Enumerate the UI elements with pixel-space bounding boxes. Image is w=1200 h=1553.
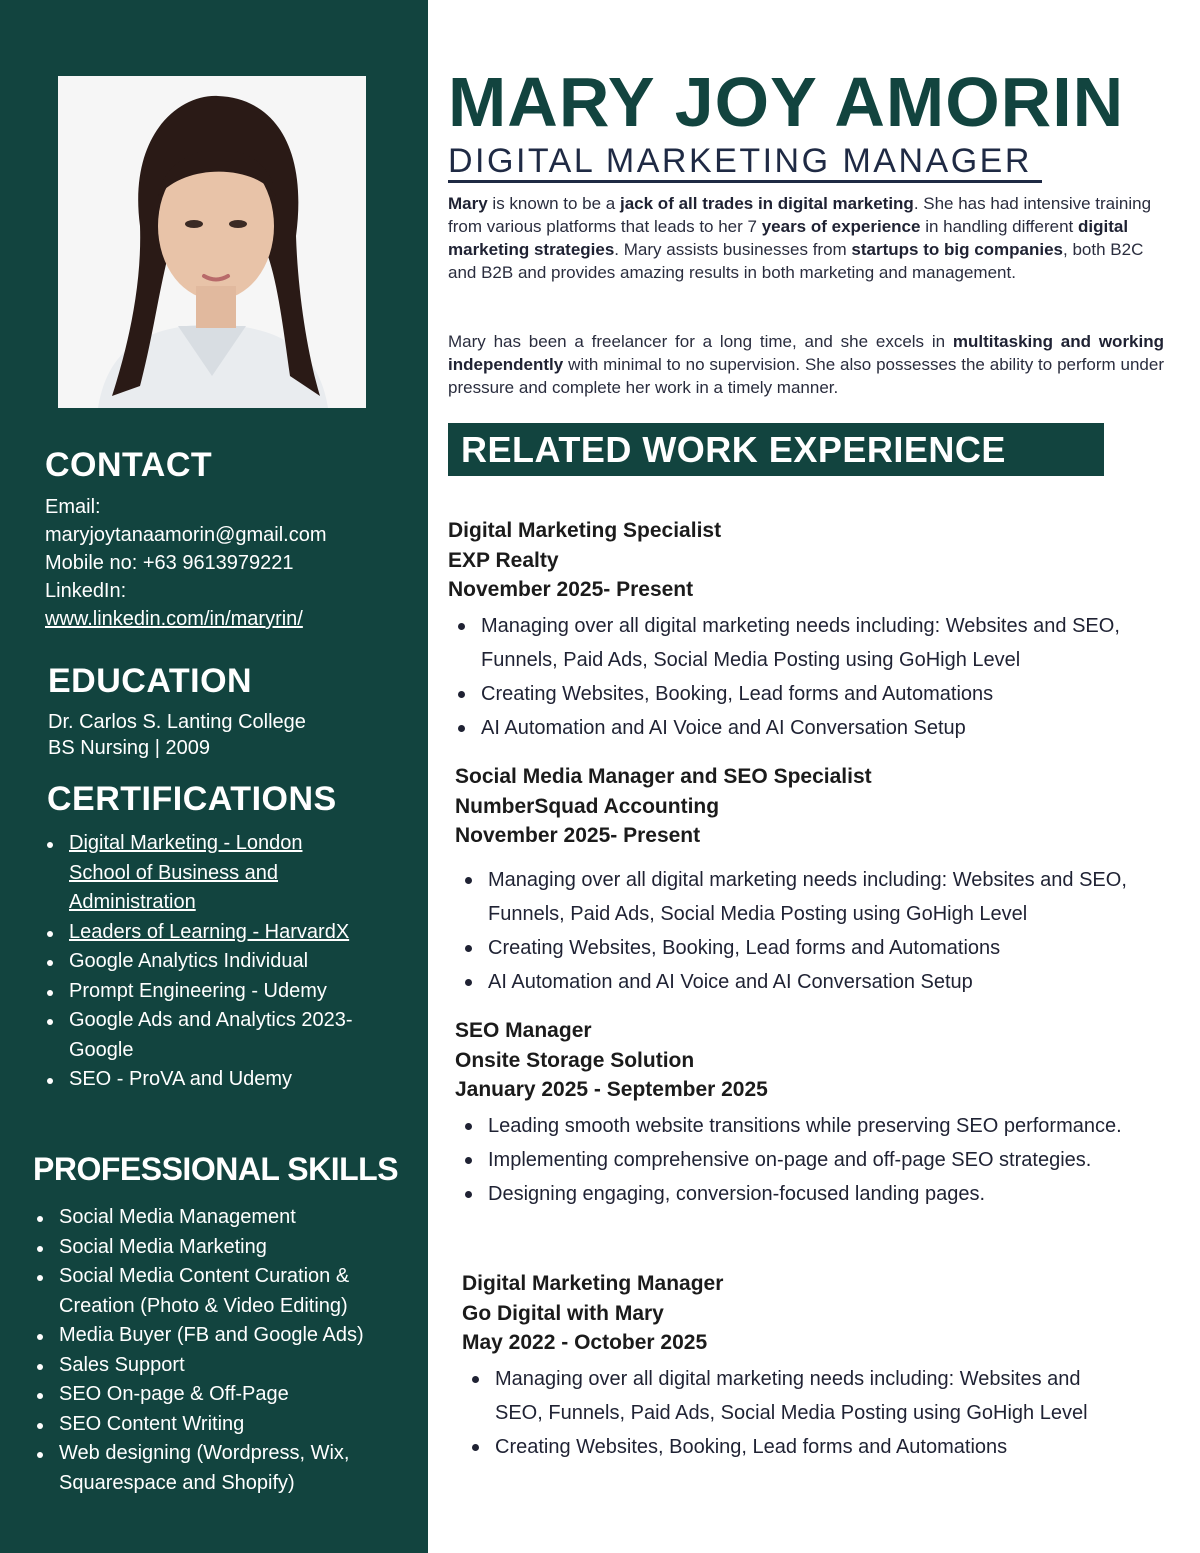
- job-dates: November 2025- Present: [455, 824, 701, 847]
- job-bullets: [455, 863, 1175, 999]
- summary-text-run: Mary: [448, 194, 488, 213]
- job-dates: November 2025- Present: [448, 578, 694, 601]
- job-bullet: Creating Websites, Booking, Lead forms and Automations: [448, 677, 1168, 711]
- certifications-list: [45, 829, 365, 1095]
- certification-label: SEO - ProVA and Udemy: [69, 1068, 293, 1090]
- job-bullet: Creating Websites, Booking, Lead forms and Automations: [455, 931, 1175, 965]
- education-heading: EDUCATION: [48, 662, 253, 700]
- education-block: [48, 709, 306, 761]
- summary-text-run: in handling different: [920, 217, 1078, 236]
- summary-text-run: jack of all trades in digital marketing: [620, 194, 914, 213]
- certification-item[interactable]: [45, 829, 365, 918]
- skill-item: Sales Support: [35, 1351, 400, 1381]
- job-company: NumberSquad Accounting: [455, 794, 720, 818]
- skill-item: Media Buyer (FB and Google Ads): [35, 1321, 400, 1351]
- certification-item: [45, 1065, 365, 1095]
- summary-text-run: multitasking and working independently: [448, 332, 1165, 374]
- job-role: Social Media Manager and SEO Specialist: [455, 765, 872, 788]
- job-bullet: Creating Websites, Booking, Lead forms and Automations: [462, 1430, 1112, 1464]
- linkedin-label: LinkedIn:: [45, 580, 127, 602]
- summary-text-run: years of experience: [761, 217, 921, 236]
- summary-text-run: , both B2C and B2B and provides amazing results in both marketing and management.: [448, 240, 1144, 282]
- skill-item: Web designing (Wordpress, Wix, Squarespace and Shopify): [35, 1439, 400, 1498]
- skill-item: SEO On-page & Off-Page: [35, 1380, 400, 1410]
- job-role: Digital Marketing Specialist: [448, 519, 722, 542]
- job-company: EXP Realty: [448, 548, 559, 572]
- job-company: Go Digital with Mary: [462, 1301, 664, 1325]
- profile-photo: [58, 76, 366, 408]
- certification-item[interactable]: [45, 918, 365, 948]
- job-bullet: Managing over all digital marketing needs including: Websites and SEO, Funnels, Paid Ads, Social Media Posting using GoHigh Level: [455, 863, 1175, 931]
- job-bullet: Leading smooth website transitions while preserving SEO performance.: [455, 1109, 1175, 1143]
- job-entry: [455, 1016, 1175, 1211]
- certification-label: Google Ads and Analytics 2023- Google: [69, 1009, 353, 1061]
- job-bullet: AI Automation and AI Voice and AI Conversation Setup: [448, 711, 1168, 745]
- job-entry: [455, 762, 1175, 999]
- mobile-number: Mobile no: +63 9613979221: [45, 552, 294, 574]
- email-label: Email:: [45, 496, 101, 518]
- summary-text-run: . Mary assists businesses from: [614, 240, 852, 259]
- skill-item: Social Media Content Curation & Creation (Photo & Video Editing): [35, 1262, 400, 1321]
- job-bullet: Designing engaging, conversion-focused landing pages.: [455, 1177, 1175, 1211]
- certification-item: [45, 977, 365, 1007]
- summary-text-run: is known to be a: [487, 194, 620, 213]
- certification-link[interactable]: Digital Marketing - London School of Business and Administration: [69, 832, 303, 913]
- email-address[interactable]: maryjoytanaamorin@gmail.com: [45, 524, 327, 546]
- summary-paragraph-2: [448, 330, 1164, 399]
- certification-link[interactable]: Leaders of Learning - HarvardX: [69, 920, 350, 943]
- linkedin-link[interactable]: www.linkedin.com/in/maryrin/: [45, 608, 303, 630]
- job-bullets: [455, 1109, 1175, 1211]
- job-bullet: Managing over all digital marketing needs including: Websites and SEO, Funnels, Paid Ads, Social Media Posting using GoHigh Level: [448, 609, 1168, 677]
- skills-heading: PROFESSIONAL SKILLS: [33, 1151, 399, 1187]
- summary-text-run: digital marketing strategies: [448, 217, 1129, 259]
- job-bullets: [462, 1362, 1112, 1464]
- job-entry: [448, 516, 1168, 745]
- job-bullet: Implementing comprehensive on-page and off-page SEO strategies.: [455, 1143, 1175, 1177]
- contact-heading: CONTACT: [45, 446, 213, 484]
- summary-text-run: Mary has been a freelancer for a long time, and she excels in: [448, 332, 953, 351]
- certification-label: Prompt Engineering - Udemy: [69, 979, 327, 1002]
- education-school: Dr. Carlos S. Lanting College: [48, 711, 306, 733]
- job-company: Onsite Storage Solution: [455, 1048, 695, 1072]
- certification-item: [45, 1006, 365, 1065]
- summary-text-run: . She has had intensive training from various platforms that leads to her 7: [448, 194, 1152, 236]
- job-dates: January 2025 - September 2025: [455, 1078, 768, 1101]
- skill-item: Social Media Marketing: [35, 1233, 400, 1263]
- summary-text-run: with minimal to no supervision. She also possesses the ability to perform under pressure and complete her work in a timely manner.: [448, 355, 1164, 397]
- job-role: SEO Manager: [455, 1019, 592, 1042]
- skill-item: Social Media Management: [35, 1203, 400, 1233]
- certifications-heading: CERTIFICATIONS: [47, 780, 337, 818]
- portrait-image: [58, 76, 366, 408]
- job-role: Digital Marketing Manager: [462, 1272, 724, 1295]
- summary-paragraph-1: [448, 192, 1164, 284]
- experience-heading: RELATED WORK EXPERIENCE: [448, 423, 1104, 476]
- job-title: DIGITAL MARKETING MANAGER: [448, 142, 1042, 183]
- job-bullets: [448, 609, 1168, 745]
- job-bullet: AI Automation and AI Voice and AI Conversation Setup: [455, 965, 1175, 999]
- sidebar: [0, 0, 428, 1553]
- certification-label: Google Analytics Individual: [69, 950, 309, 972]
- candidate-name: MARY JOY AMORIN: [448, 63, 1125, 141]
- skills-list: [35, 1203, 400, 1498]
- job-dates: May 2022 - October 2025: [462, 1331, 708, 1354]
- job-bullet: Managing over all digital marketing needs including: Websites and SEO, Funnels, Paid Ads, Social Media Posting using GoHigh Level: [462, 1362, 1112, 1430]
- education-degree: BS Nursing | 2009: [48, 737, 210, 759]
- summary-text-run: startups to big companies: [851, 240, 1064, 259]
- contact-block: [45, 493, 327, 633]
- skill-item: SEO Content Writing: [35, 1410, 400, 1440]
- certification-item: [45, 947, 365, 977]
- job-entry: [462, 1269, 1112, 1464]
